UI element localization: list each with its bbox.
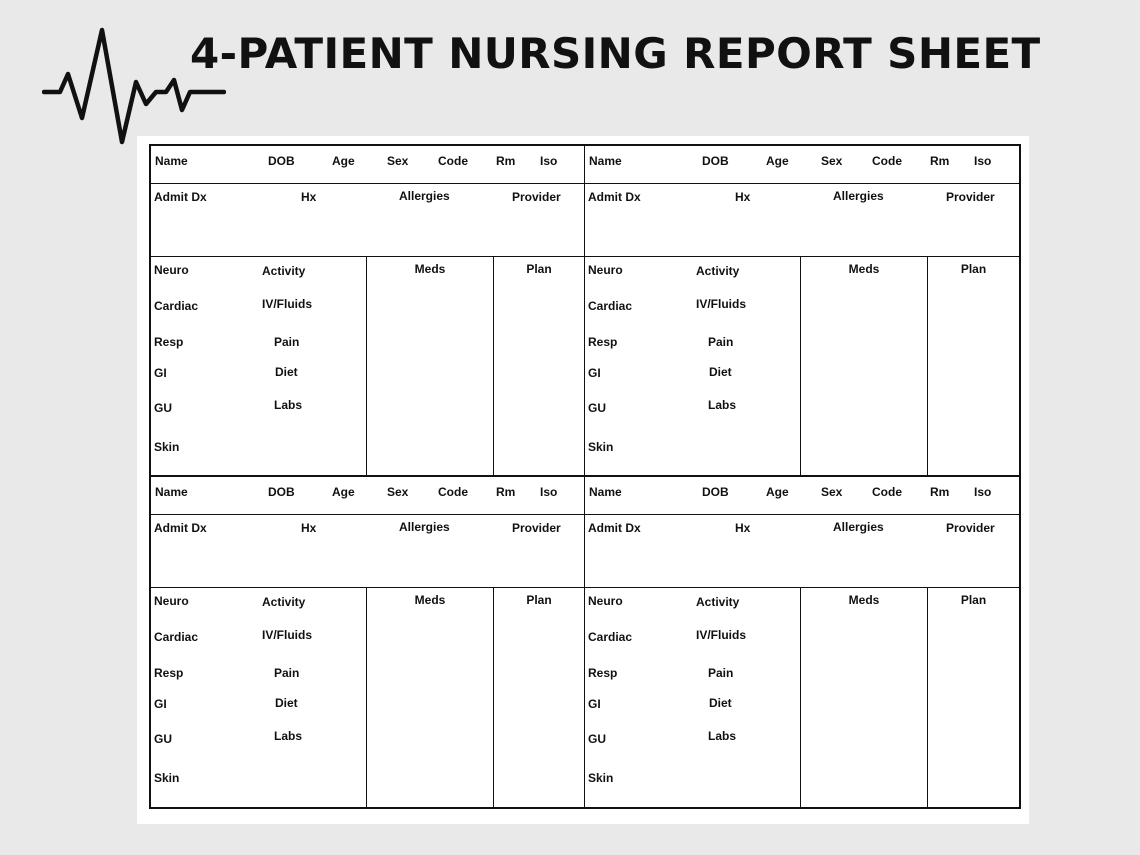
assessment-section [151,257,584,475]
isolation-label: Iso [540,484,558,499]
admit-dx-label: Admit Dx [154,190,207,204]
labs-label: Labs [274,398,303,412]
name-label: Name [155,154,188,168]
dob-label: DOB [702,484,729,499]
neuro-label: Neuro [154,263,189,277]
gu-label: GU [588,731,606,746]
history-label: Hx [735,520,751,535]
activity-label: Activity [262,264,306,278]
name-label: Name [589,484,622,499]
systems-column[interactable] [585,257,801,475]
history-label: Hx [301,190,317,204]
page-title: 4-PATIENT NURSING REPORT SHEET [190,29,1041,78]
room-label: Rm [496,154,516,168]
allergies-label: Allergies [833,519,884,534]
provider-label: Provider [512,520,561,535]
dob-label: DOB [702,154,729,168]
gi-label: GI [154,696,167,711]
gi-label: GI [588,366,601,380]
patient-card-4 [585,477,1019,808]
gi-label: GI [588,696,601,711]
patient-header-row[interactable] [151,146,584,184]
iv-fluids-label: IV/Fluids [696,627,747,642]
plan-label: Plan [960,592,987,607]
meds-column[interactable] [367,257,494,475]
isolation-label: Iso [974,154,992,168]
meds-label: Meds [848,262,880,276]
gi-label: GI [154,366,167,380]
patient-info-box[interactable] [151,515,584,588]
plan-column[interactable] [494,257,584,475]
resp-label: Resp [154,665,184,680]
provider-label: Provider [946,520,995,535]
assessment-section [585,588,1019,808]
plan-label: Plan [960,262,987,276]
code-label: Code [872,154,902,168]
sex-label: Sex [387,154,409,168]
allergies-label: Allergies [399,189,450,203]
code-label: Code [438,484,468,499]
meds-column[interactable] [801,257,928,475]
room-label: Rm [930,154,950,168]
meds-label: Meds [414,262,446,276]
labs-label: Labs [708,728,737,743]
meds-label: Meds [848,592,880,607]
age-label: Age [332,484,355,499]
skin-label: Skin [154,440,180,454]
gu-label: GU [588,401,606,415]
diet-label: Diet [275,695,298,710]
systems-column[interactable] [151,588,367,808]
plan-column[interactable] [928,588,1019,808]
pain-label: Pain [708,335,734,349]
age-label: Age [766,154,789,168]
neuro-label: Neuro [154,593,189,608]
admit-dx-label: Admit Dx [154,520,207,535]
patient-info-box[interactable] [151,184,584,257]
plan-label: Plan [526,262,552,276]
activity-label: Activity [262,594,306,609]
provider-label: Provider [512,190,561,204]
patient-info-box[interactable] [585,184,1019,257]
resp-label: Resp [588,335,618,349]
admit-dx-label: Admit Dx [588,190,641,204]
name-label: Name [589,154,622,168]
patient-header-row[interactable] [585,477,1019,515]
skin-label: Skin [588,440,614,454]
cardiac-label: Cardiac [588,629,633,644]
allergies-label: Allergies [833,189,884,203]
neuro-label: Neuro [588,263,623,277]
gu-label: GU [154,731,172,746]
assessment-section [585,257,1019,475]
room-label: Rm [930,484,950,499]
patient-header-row[interactable] [151,477,584,515]
room-label: Rm [496,484,516,499]
activity-label: Activity [696,594,740,609]
plan-label: Plan [526,592,552,607]
cardiac-label: Cardiac [588,299,633,313]
assessment-section [151,588,584,808]
labs-label: Labs [708,398,737,412]
meds-column[interactable] [367,588,494,808]
patient-card-2 [585,146,1019,477]
labs-label: Labs [274,728,303,743]
resp-label: Resp [588,665,618,680]
diet-label: Diet [709,365,732,379]
diet-label: Diet [709,695,732,710]
dob-label: DOB [268,484,295,499]
pain-label: Pain [274,335,300,349]
isolation-label: Iso [974,484,992,499]
age-label: Age [766,484,789,499]
systems-column[interactable] [151,257,367,475]
iv-fluids-label: IV/Fluids [262,297,313,311]
sex-label: Sex [821,484,843,499]
pain-label: Pain [708,665,734,680]
plan-column[interactable] [928,257,1019,475]
history-label: Hx [735,190,751,204]
name-label: Name [155,484,188,499]
sex-label: Sex [387,484,409,499]
isolation-label: Iso [540,154,558,168]
pain-label: Pain [274,665,300,680]
gu-label: GU [154,401,172,415]
dob-label: DOB [268,154,295,168]
diet-label: Diet [275,365,298,379]
age-label: Age [332,154,355,168]
patient-header-row[interactable] [585,146,1019,184]
patient-grid [149,144,1021,809]
cardiac-label: Cardiac [154,299,199,313]
activity-label: Activity [696,264,740,278]
meds-label: Meds [414,592,446,607]
history-label: Hx [301,520,317,535]
meds-column[interactable] [801,588,928,808]
patient-card-3 [151,477,585,808]
code-label: Code [438,154,468,168]
cardiac-label: Cardiac [154,629,199,644]
patient-info-box[interactable] [585,515,1019,588]
plan-column[interactable] [494,588,584,808]
provider-label: Provider [946,190,995,204]
skin-label: Skin [154,770,180,785]
iv-fluids-label: IV/Fluids [262,627,313,642]
allergies-label: Allergies [399,519,450,534]
neuro-label: Neuro [588,593,623,608]
resp-label: Resp [154,335,184,349]
admit-dx-label: Admit Dx [588,520,641,535]
iv-fluids-label: IV/Fluids [696,297,747,311]
code-label: Code [872,484,902,499]
sex-label: Sex [821,154,843,168]
patient-card-1 [151,146,585,477]
skin-label: Skin [588,770,614,785]
systems-column[interactable] [585,588,801,808]
